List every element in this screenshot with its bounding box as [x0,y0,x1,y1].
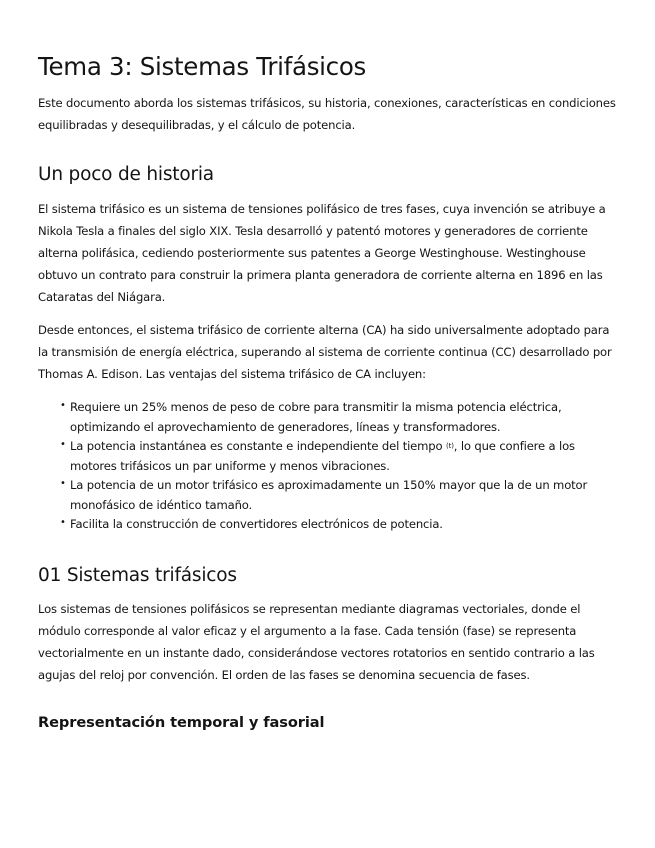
list-item-text: Requiere un 25% menos de peso de cobre para transmitir la misma potencia eléctrica, optimizando el aprovechamiento de generadores, líneas y transformadores. [70,400,562,434]
list-item-text: La potencia instantánea es constante e independiente del tiempo [70,439,443,453]
history-paragraph-1: El sistema trifásico es un sistema de tensiones polifásico de tres fases, cuya invención se atribuye a Nikola Tesla a finales del siglo XIX. Tesla desarrolló y patentó motores y generadores de corriente alterna polifásica, cediendo posteriormente sus patentes a George Westinghouse. Westinghouse obtuvo un contrato para construir la primera planta generadora de corriente alterna en 1896 en las Cataratas del Niágara. [38,202,606,304]
history-paragraph-2: Desde entonces, el sistema trifásico de corriente alterna (CA) ha sido universalmente adoptado para la transmisión de energía eléctrica, superando al sistema de corriente continua (CC) desarrollado por Thomas A. Edison. Las ventajas del sistema trifásico de CA incluyen: [38,323,612,381]
bullet-icon: • [60,517,66,528]
list-item [38,515,618,535]
intro-paragraph: Este documento aborda los sistemas trifásicos, su historia, conexiones, características en condiciones equilibradas y desequilibradas, y el cálculo de potencia. [38,96,616,132]
history-heading: Un poco de historia [38,164,214,185]
bullet-icon: • [60,478,66,489]
list-item [38,398,618,437]
bullet-icon: • [60,439,66,450]
list-item-text: Facilita la construcción de convertidores electrónicos de potencia. [70,517,443,531]
list-item [38,437,618,476]
bullet-icon: • [60,400,66,411]
section-01-paragraph: Los sistemas de tensiones polifásicos se representan mediante diagramas vectoriales, donde el módulo corresponde al valor eficaz y el argumento a la fase. Cada tensión (fase) se representa vectorialmente en un instante dado, considerándose vectores rotatorios en sentido contrario a las agujas del reloj por convención. El orden de las fases se denomina secuencia de fases. [38,602,595,682]
time-variable-formula: (t) [446,442,454,450]
list-item-text: La potencia de un motor trifásico es aproximadamente un 150% mayor que la de un motor monofásico de idéntico tamaño. [70,478,588,512]
page-title: Tema 3: Sistemas Trifásicos [38,52,366,81]
subsection-heading: Representación temporal y fasorial [38,714,325,731]
list-item [38,476,618,515]
advantages-list [38,398,618,535]
list-item-text-tail: , lo que confiere a los motores trifásicos un par uniforme y menos vibraciones. [70,439,575,473]
section-01-heading: 01 Sistemas trifásicos [38,565,237,586]
